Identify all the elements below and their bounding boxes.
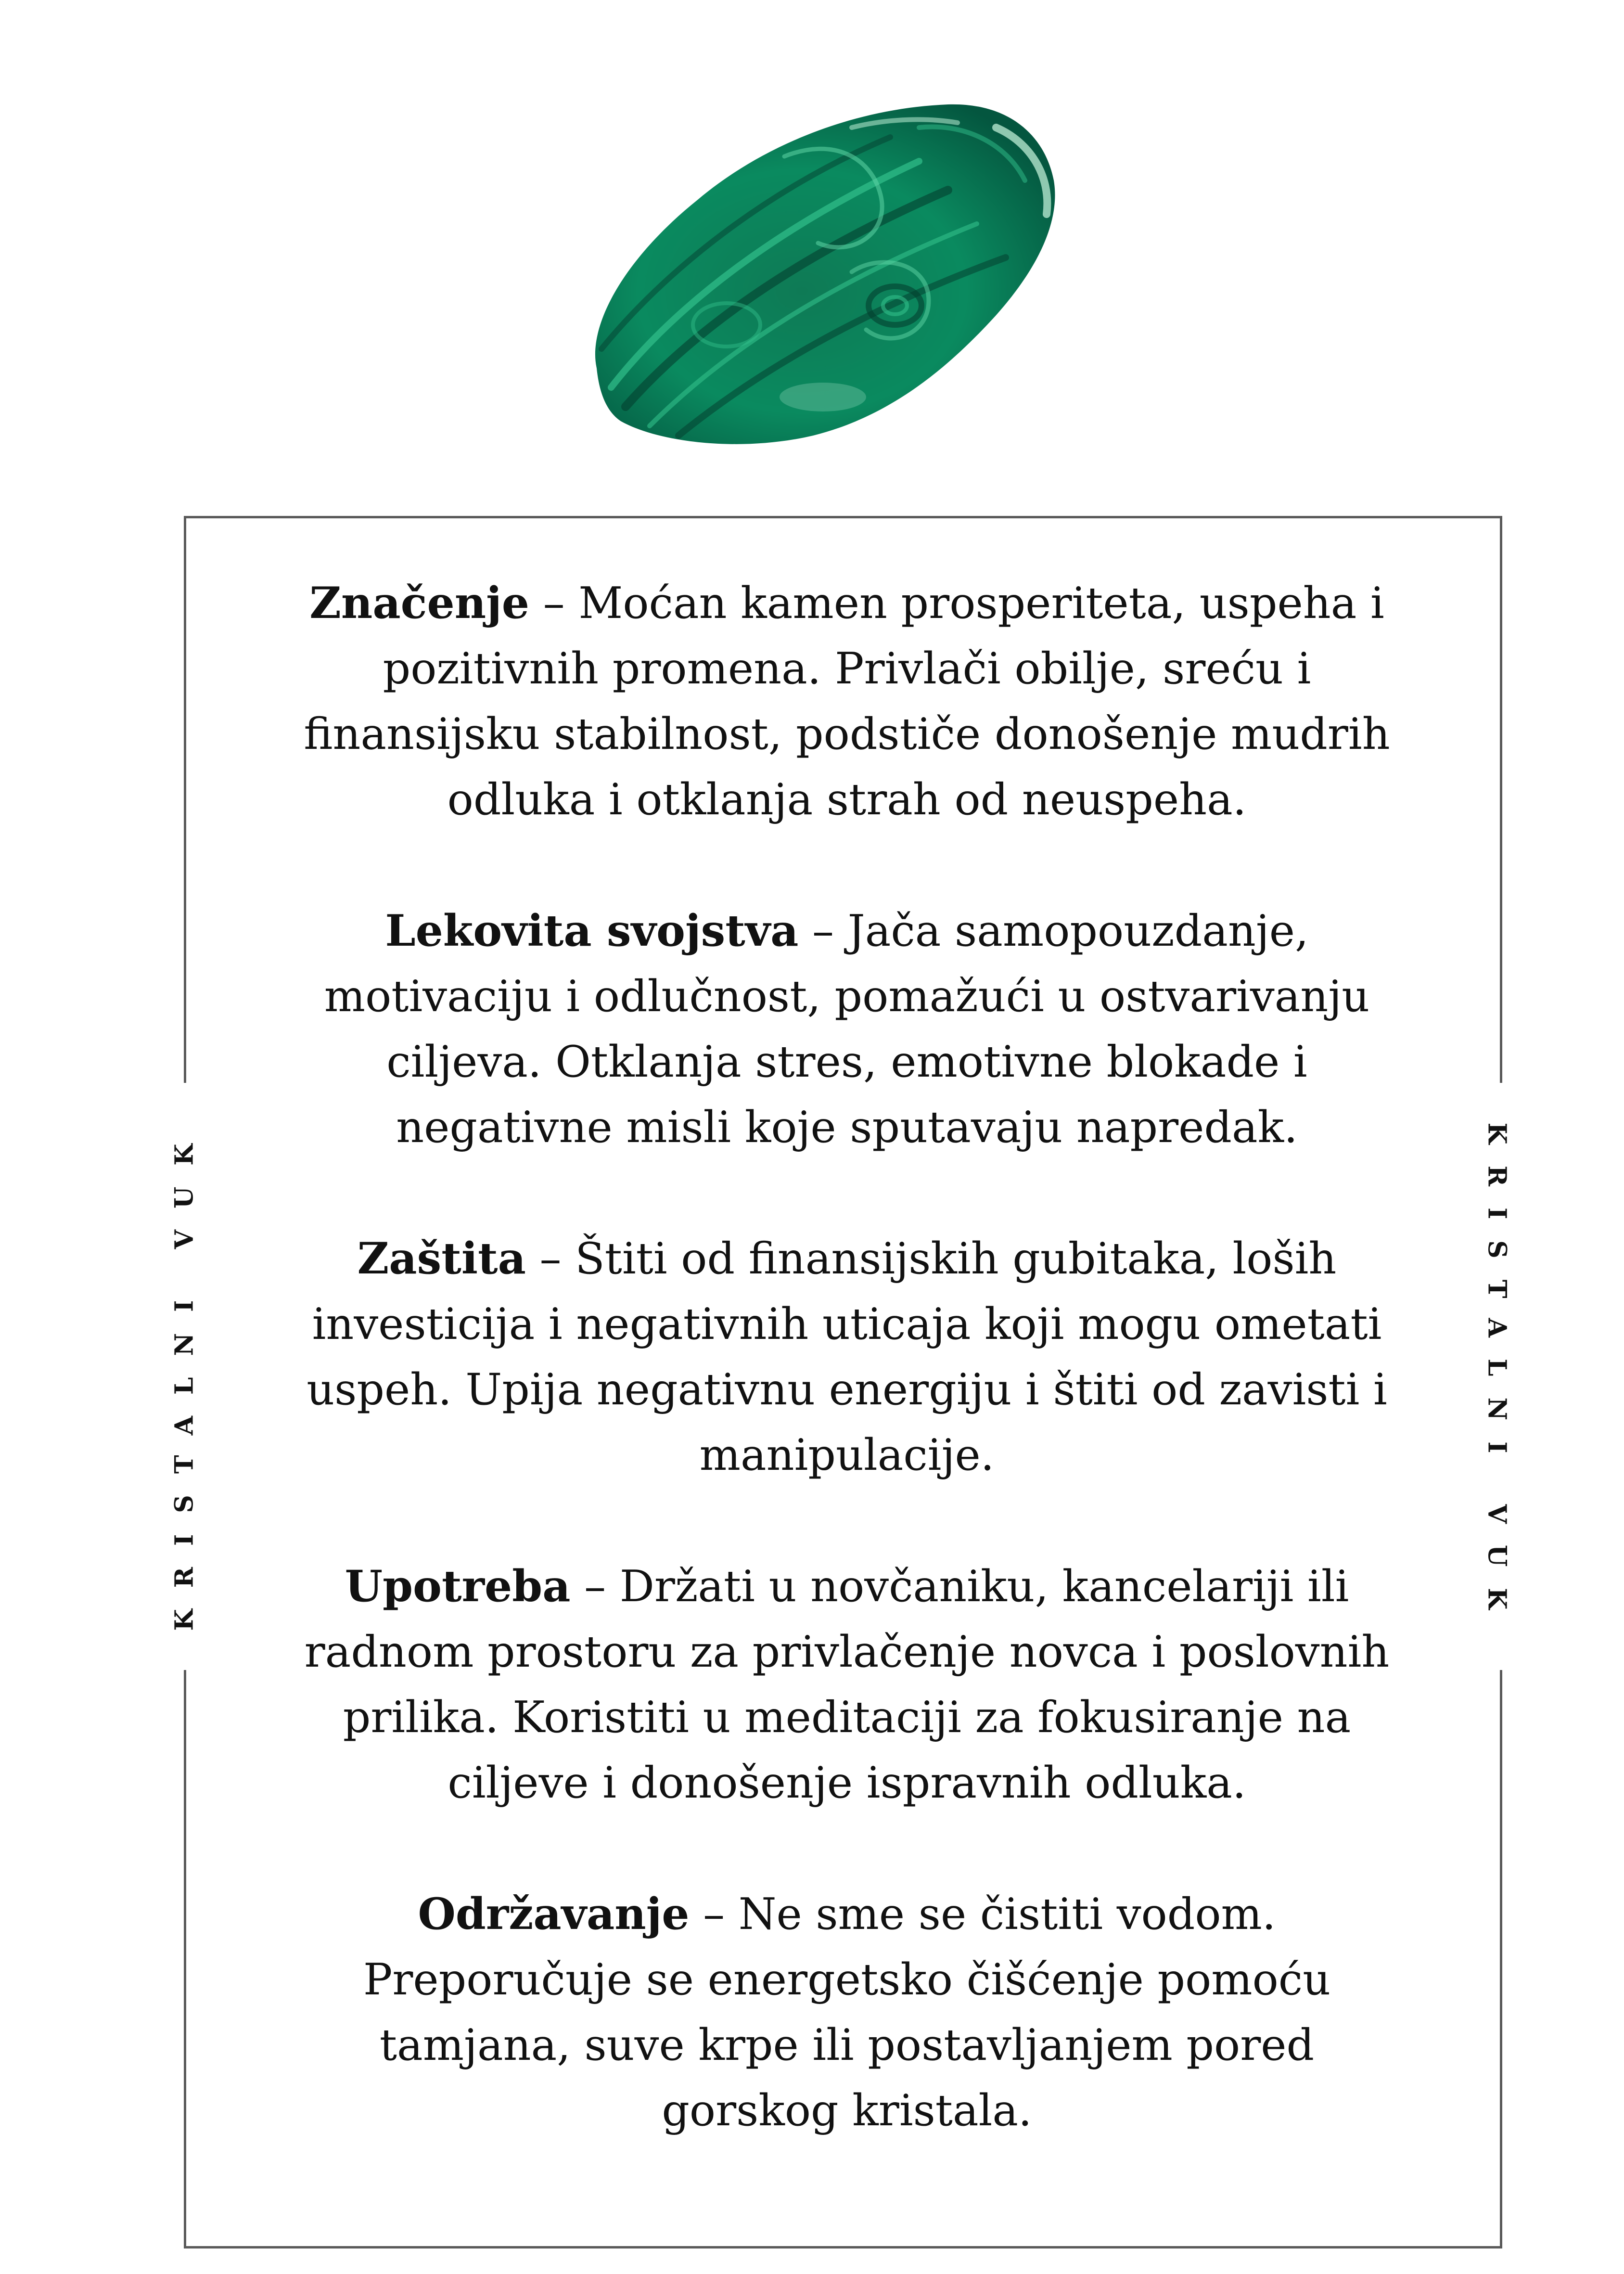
- section-title: Održavanje: [418, 1889, 690, 1940]
- section-separator: –: [689, 1889, 739, 1940]
- section-separator: –: [570, 1561, 620, 1612]
- stone-description: [298, 570, 1395, 2144]
- section-separator: –: [525, 1233, 575, 1284]
- brand-vertical-left-text: KRISTALNI VUK: [169, 1122, 199, 1631]
- section-protection: [298, 1226, 1395, 1488]
- section-title: Upotreba: [345, 1561, 571, 1612]
- section-maintenance: [298, 1881, 1395, 2144]
- section-text: Ne sme se čistiti vodom. Preporučuje se energetsko čišćenje pomoću tamjana, suve krpe ili postavljanjem pored gorskog kristala.: [363, 1889, 1331, 2136]
- brand-vertical-right-text: KRISTALNI VUK: [1482, 1122, 1512, 1631]
- section-text: Moćan kamen prosperiteta, uspeha i pozitivnih promena. Privlači obilje, sreću i finansijsku stabilnost, podstiče donošenje mudrih odluka i otklanja strah od neuspeha.: [304, 578, 1390, 825]
- malachite-stone-icon: [582, 99, 1063, 445]
- section-title: Lekovita svojstva: [385, 905, 799, 956]
- section-text: Štiti od finansijskih gubitaka, loših investicija i negativnih uticaja koji mogu ometati uspeh. Upija negativnu energiju i štiti od zavisti i manipulacije.: [307, 1233, 1387, 1480]
- section-text: Jača samopouzdanje, motivaciju i odlučnost, pomažući u ostvarivanju ciljeva. Otklanja stres, emotivne blokade i negativne misli koje sputavaju napredak.: [324, 906, 1370, 1153]
- section-healing-properties: [298, 898, 1395, 1160]
- brand-vertical-left: [163, 1088, 206, 1665]
- section-text: Držati u novčaniku, kancelariji ili radnom prostoru za privlačenje novca i poslovnih prilika. Koristiti u meditaciji za fokusiranje na ciljeve i donošenje ispravnih odluka.: [304, 1561, 1390, 1808]
- section-usage: [298, 1554, 1395, 1816]
- section-meaning: [298, 570, 1395, 833]
- section-separator: –: [529, 578, 579, 629]
- section-title: Zaštita: [357, 1233, 526, 1284]
- section-title: Značenje: [309, 578, 529, 629]
- section-separator: –: [798, 906, 848, 956]
- brand-vertical-right: [1475, 1088, 1519, 1665]
